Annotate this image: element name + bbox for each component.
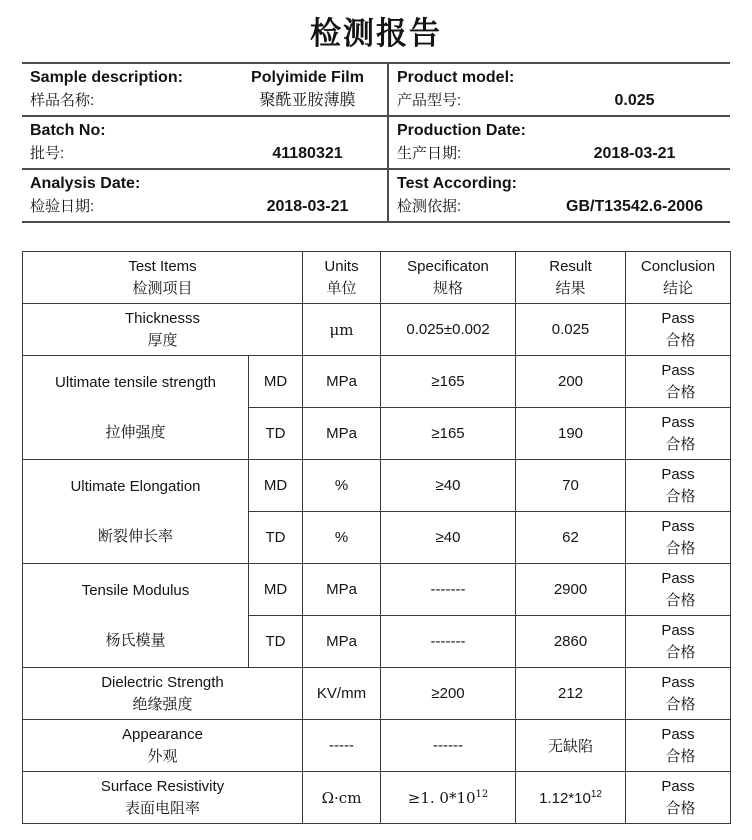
results-header-row: [23, 252, 731, 304]
sample-description-value-zh: 聚酰亚胺薄膜: [259, 92, 356, 109]
cell-appearance-unit: -----: [303, 720, 381, 772]
cell-tensile-strength-md-conclusion: Pass 合格: [626, 356, 731, 408]
production-date-label-zh: 生产日期:: [397, 145, 462, 162]
cell-resistivity-result: $1.12*10^{12}$: [516, 772, 626, 824]
test-according-value: GB/T13542.6-2006: [566, 198, 703, 215]
product-model-label-en: Product model:: [397, 69, 515, 86]
row-tensile-strength-md: [23, 356, 731, 408]
product-model-value: 0.025: [614, 92, 655, 109]
cell-resistivity-unit: Ω·cm: [303, 772, 381, 824]
info-cell-analysis-date: [22, 169, 388, 222]
cell-modulus-td-dir: TD: [249, 616, 303, 668]
cell-dielectric-spec: ≥200: [381, 668, 516, 720]
info-row-analysis: [22, 169, 730, 222]
cell-tensile-strength-md-result: 200: [516, 356, 626, 408]
production-date-label-en: Production Date:: [397, 122, 526, 139]
cell-appearance-conclusion: Pass 合格: [626, 720, 731, 772]
cell-appearance-item: Appearance 外观: [23, 720, 303, 772]
cell-modulus-md-result: 2900: [516, 564, 626, 616]
cell-tensile-strength-item: Ultimate tensile strength 拉伸强度: [23, 356, 249, 460]
cell-modulus-md-spec: -------: [381, 564, 516, 616]
batch-no-label-en: Batch No:: [30, 122, 106, 139]
header-test-items: Test Items 检测项目: [23, 252, 303, 304]
cell-elongation-td-spec: ≥40: [381, 512, 516, 564]
sample-description-value-en: Polyimide Film: [251, 69, 364, 86]
cell-tensile-strength-td-unit: MPa: [303, 408, 381, 460]
cell-modulus-item: Tensile Modulus 杨氏模量: [23, 564, 249, 668]
row-thickness: [23, 304, 731, 356]
cell-modulus-td-conclusion: Pass 合格: [626, 616, 731, 668]
cell-elongation-td-result: 62: [516, 512, 626, 564]
sample-description-label-en: Sample description:: [30, 69, 183, 86]
cell-modulus-md-unit: MPa: [303, 564, 381, 616]
cell-tensile-strength-td-conclusion: Pass 合格: [626, 408, 731, 460]
info-row-batch: [22, 116, 730, 169]
cell-appearance-spec: ------: [381, 720, 516, 772]
cell-tensile-strength-md-dir: MD: [249, 356, 303, 408]
test-results-table: [22, 251, 731, 824]
cell-thickness-result: 0.025: [516, 304, 626, 356]
info-cell-batch-no: [22, 116, 388, 169]
info-row-sample: [22, 63, 730, 116]
cell-elongation-md-dir: MD: [249, 460, 303, 512]
row-dielectric: [23, 668, 731, 720]
info-cell-test-according: [388, 169, 730, 222]
cell-elongation-md-spec: ≥40: [381, 460, 516, 512]
cell-dielectric-item: Dielectric Strength 绝缘强度: [23, 668, 303, 720]
cell-modulus-td-unit: MPa: [303, 616, 381, 668]
cell-dielectric-unit: KV/mm: [303, 668, 381, 720]
cell-elongation-td-conclusion: Pass 合格: [626, 512, 731, 564]
cell-appearance-result: 无缺陷: [516, 720, 626, 772]
cell-tensile-strength-td-dir: TD: [249, 408, 303, 460]
cell-elongation-md-conclusion: Pass 合格: [626, 460, 731, 512]
info-cell-production-date: [388, 116, 730, 169]
info-cell-sample-description: [22, 63, 388, 116]
cell-elongation-md-result: 70: [516, 460, 626, 512]
cell-modulus-md-dir: MD: [249, 564, 303, 616]
row-elongation-md: [23, 460, 731, 512]
cell-dielectric-result: 212: [516, 668, 626, 720]
production-date-value: 2018-03-21: [593, 145, 676, 162]
row-surface-resistivity: [23, 772, 731, 824]
cell-thickness-spec: 0.025±0.002: [381, 304, 516, 356]
analysis-date-label-en: Analysis Date:: [30, 175, 141, 192]
cell-modulus-td-result: 2860: [516, 616, 626, 668]
cell-elongation-item: Ultimate Elongation 断裂伸长率: [23, 460, 249, 564]
batch-no-value: 41180321: [272, 145, 343, 162]
analysis-date-label-zh: 检验日期:: [30, 198, 95, 215]
header-units: Units 单位: [303, 252, 381, 304]
sample-info-table: [22, 62, 730, 223]
cell-thickness-item: Thicknesss 厚度: [23, 304, 303, 356]
cell-tensile-strength-md-spec: ≥165: [381, 356, 516, 408]
cell-resistivity-spec: ≥1. $0*10^{12}$: [381, 772, 516, 824]
cell-elongation-td-unit: %: [303, 512, 381, 564]
cell-dielectric-conclusion: Pass 合格: [626, 668, 731, 720]
info-cell-product-model: [388, 63, 730, 116]
header-conclusion: Conclusion 结论: [626, 252, 731, 304]
cell-elongation-td-dir: TD: [249, 512, 303, 564]
batch-no-label-zh: 批号:: [30, 145, 65, 162]
product-model-label-zh: 产品型号:: [397, 92, 462, 109]
test-according-label-zh: 检测依据:: [397, 198, 462, 215]
cell-thickness-unit: μm: [303, 304, 381, 356]
cell-tensile-strength-md-unit: MPa: [303, 356, 381, 408]
row-appearance: [23, 720, 731, 772]
cell-modulus-md-conclusion: Pass 合格: [626, 564, 731, 616]
page-title: 检测报告: [310, 16, 442, 51]
sample-description-label-zh: 样品名称:: [30, 92, 95, 109]
row-modulus-md: [23, 564, 731, 616]
cell-elongation-md-unit: %: [303, 460, 381, 512]
analysis-date-value: 2018-03-21: [266, 198, 349, 215]
cell-tensile-strength-td-result: 190: [516, 408, 626, 460]
header-result: Result 结果: [516, 252, 626, 304]
cell-thickness-conclusion: Pass 合格: [626, 304, 731, 356]
cell-tensile-strength-td-spec: ≥165: [381, 408, 516, 460]
cell-modulus-td-spec: -------: [381, 616, 516, 668]
cell-resistivity-item: Surface Resistivity 表面电阻率: [23, 772, 303, 824]
header-specification: Specificaton 规格: [381, 252, 516, 304]
cell-resistivity-conclusion: Pass 合格: [626, 772, 731, 824]
test-according-label-en: Test According:: [397, 175, 518, 192]
